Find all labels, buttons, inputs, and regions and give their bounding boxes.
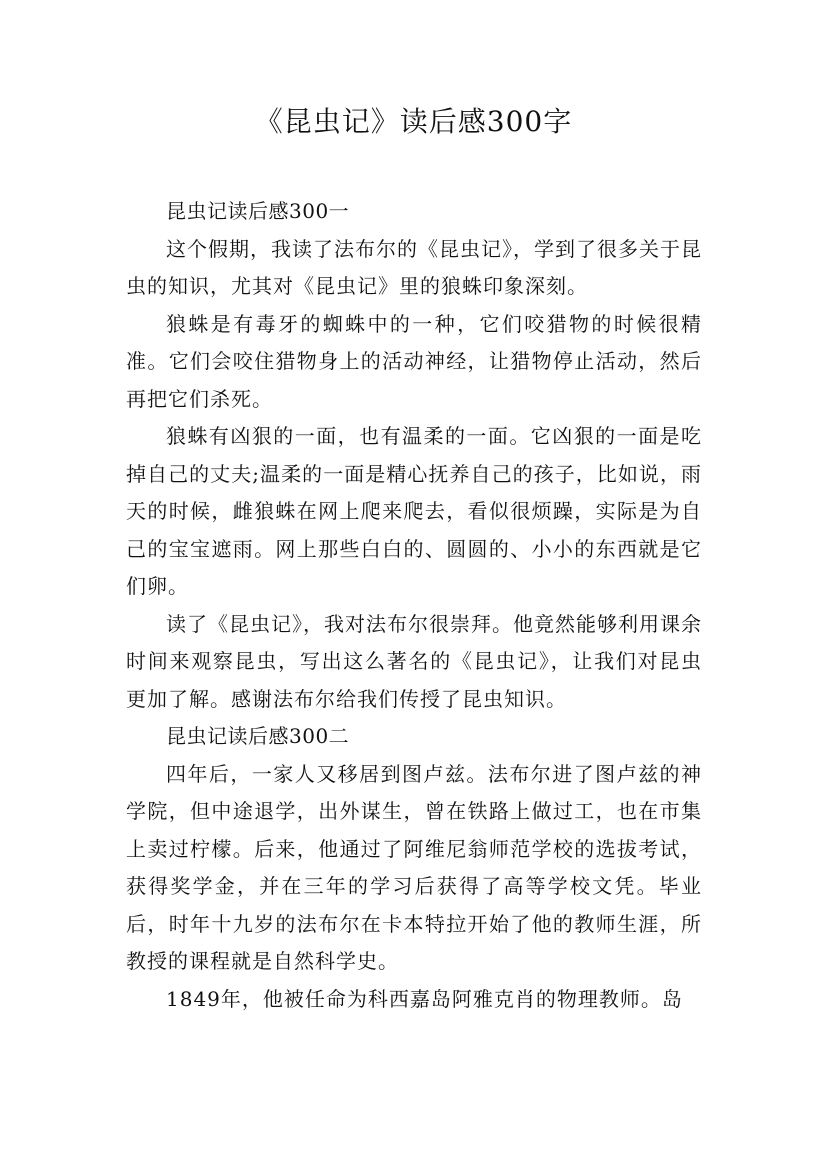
section-heading-1: 昆虫记读后感300一	[166, 199, 350, 223]
paragraph: 这个假期，我读了法布尔的《昆虫记》，学到了很多关于昆虫的知识，尤其对《昆虫记》里的狼蛛印象深刻。	[126, 236, 702, 298]
paragraph: 狼蛛有凶狠的一面，也有温柔的一面。它凶狠的一面是吃掉自己的丈夫;温柔的一面是精心抚养自己的孩子，比如说，雨天的时候，雌狼蛛在网上爬来爬去，看似很烦躁，实际是为自己的宝宝遮雨。网上那些白白的、圆圆的、小小的东西就是它们卵。	[126, 424, 702, 598]
paragraph: 读了《昆虫记》，我对法布尔很崇拜。他竟然能够利用课余时间来观察昆虫，写出这么著名的《昆虫记》，让我们对昆虫更加了解。感谢法布尔给我们传授了昆虫知识。	[126, 611, 702, 711]
paragraph: 1849年，他被任命为科西嘉岛阿雅克肖的物理教师。岛	[166, 986, 683, 1011]
document-title: 《昆虫记》读后感300字	[254, 105, 573, 138]
section-heading-2: 昆虫记读后感300二	[166, 724, 350, 748]
paragraph: 狼蛛是有毒牙的蜘蛛中的一种，它们咬猎物的时候很精准。它们会咬住猎物身上的活动神经，让猎物停止活动，然后再把它们杀死。	[126, 311, 702, 411]
document-body	[126, 193, 702, 1018]
paragraph: 四年后，一家人又移居到图卢兹。法布尔进了图卢兹的神学院，但中途退学，出外谋生，曾在铁路上做过工，也在市集上卖过柠檬。后来，他通过了阿维尼翁师范学校的选拔考试，获得奖学金，并在三年的学习后获得了高等学校文凭。毕业后，时年十九岁的法布尔在卡本特拉开始了他的教师生涯，所教授的课程就是自然科学史。	[126, 761, 702, 973]
